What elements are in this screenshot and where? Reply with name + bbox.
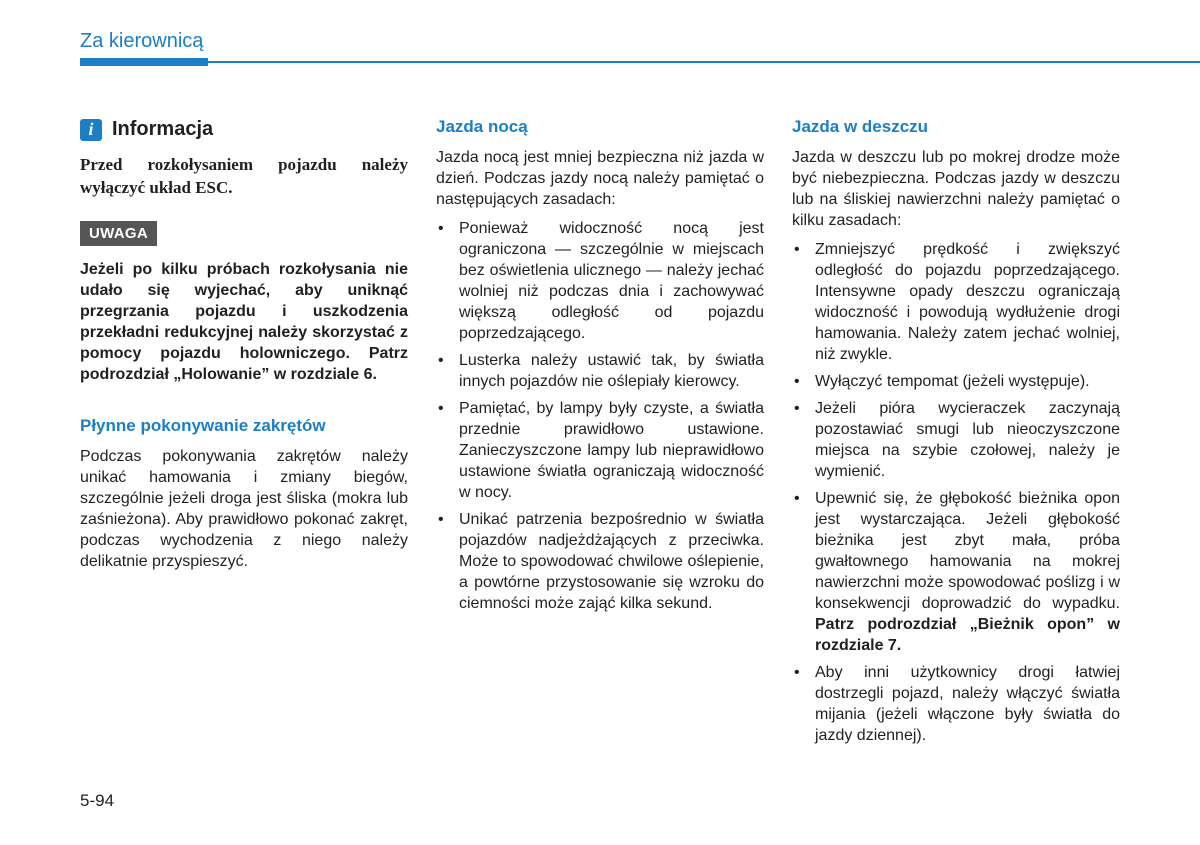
- info-heading: [80, 118, 408, 141]
- column-right: [792, 116, 1120, 752]
- tread-reference: Patrz podrozdział „Bieżnik opon” w rozdziale 7.: [815, 616, 1120, 654]
- page-number: 5-94: [80, 791, 115, 810]
- warning-text: Jeżeli po kilku próbach rozkołysania nie udało się wyjechać, aby uniknąć przegrzania pojazdu i uszkodzenia przekładni redukcyjnej należy skorzystać z pomocy pojazdu holowniczego. Patrz podrozdział „Holowanie” w rozdziale 6.: [80, 261, 408, 383]
- night-bullet-list: [436, 218, 764, 614]
- warning-badge: UWAGA: [80, 221, 157, 246]
- list-item: • Zmniejszyć prędkość i zwiększyć odległość do pojazdu poprzedzającego. Intensywne opady deszczu ograniczają widoczność i powodują wydłużenie drogi hamowania. Należy zatem jechać wolniej, niż zwykle.: [792, 239, 1120, 365]
- list-item: • Ponieważ widoczność nocą jest ograniczona — szczególnie w miejscach bez oświetlenia ulicznego — należy jechać wolniej niż podczas dnia i zachowywać większą odległość od pojazdu poprzedzającego.: [436, 218, 764, 344]
- list-item: • Lusterka należy ustawić tak, by światła innych pojazdów nie oślepiały kierowcy.: [436, 350, 764, 392]
- list-item: [792, 488, 1120, 656]
- night-section-title: Jazda nocą: [436, 117, 528, 136]
- list-item: • Jeżeli pióra wycieraczek zaczynają pozostawiać smugi lub nieoczyszczone miejsca na szybie czołowej, należy je wymienić.: [792, 398, 1120, 482]
- info-text: Przed rozkołysaniem pojazdu należy wyłączyć układ ESC.: [80, 155, 408, 197]
- night-intro: Jazda nocą jest mniej bezpieczna niż jazda w dzień. Podczas jazdy nocą należy pamiętać o następujących zasadach:: [436, 149, 764, 208]
- rain-section-title: Jazda w deszczu: [792, 117, 929, 136]
- list-item: • Aby inni użytkownicy drogi łatwiej dostrzegli pojazd, należy włączyć światła mijania (jeżeli włączone były światła do jazdy dziennej).: [792, 662, 1120, 746]
- list-item: • Pamiętać, by lampy były czyste, a światła przednie prawidłowo ustawione. Zanieczyszczone lampy lub nieprawidłowo ustawione światła ograniczają widoczność w nocy.: [436, 398, 764, 503]
- rain-intro: Jazda w deszczu lub po mokrej drodze może być niebezpieczna. Podczas jazdy w deszczu lub na śliskiej nawierzchni należy pamiętać o kilku zasadach:: [792, 149, 1120, 229]
- tread-text: Upewnić się, że głębokość bieżnika opon jest wystarczająca. Jeżeli głębokość bieżnika jest zbyt mała, próba gwałtownego hamowania na mokrej nawierzchni może spowodować poślizg i w konsekwencji doprowadzić do wypadku.: [815, 490, 1120, 612]
- curves-section-title: Płynne pokonywanie zakrętów: [80, 416, 326, 435]
- list-item: • Unikać patrzenia bezpośrednio w światła pojazdów nadjeżdżających z przeciwka. Może to spowodować chwilowe oślepienie, a powtórne przystosowanie się wzroku do ciemności może zająć kilka sekund.: [436, 509, 764, 614]
- section-header-title: Za kierownicą: [80, 30, 204, 52]
- info-title: Informacja: [112, 118, 214, 140]
- list-item: • Wyłączyć tempomat (jeżeli występuje).: [792, 371, 1120, 392]
- header-rule: [80, 61, 1200, 63]
- rain-bullet-list: [792, 239, 1120, 746]
- column-left: [80, 116, 408, 572]
- curves-paragraph: Podczas pokonywania zakrętów należy unikać hamowania i zmiany biegów, szczególnie jeżeli droga jest śliska (mokra lub zaśnieżona). Aby prawidłowo pokonać zakręt, podczas wychodzenia z niego należy delikatnie przyspieszyć.: [80, 448, 408, 570]
- column-middle: [436, 116, 764, 620]
- info-icon: i: [80, 119, 102, 141]
